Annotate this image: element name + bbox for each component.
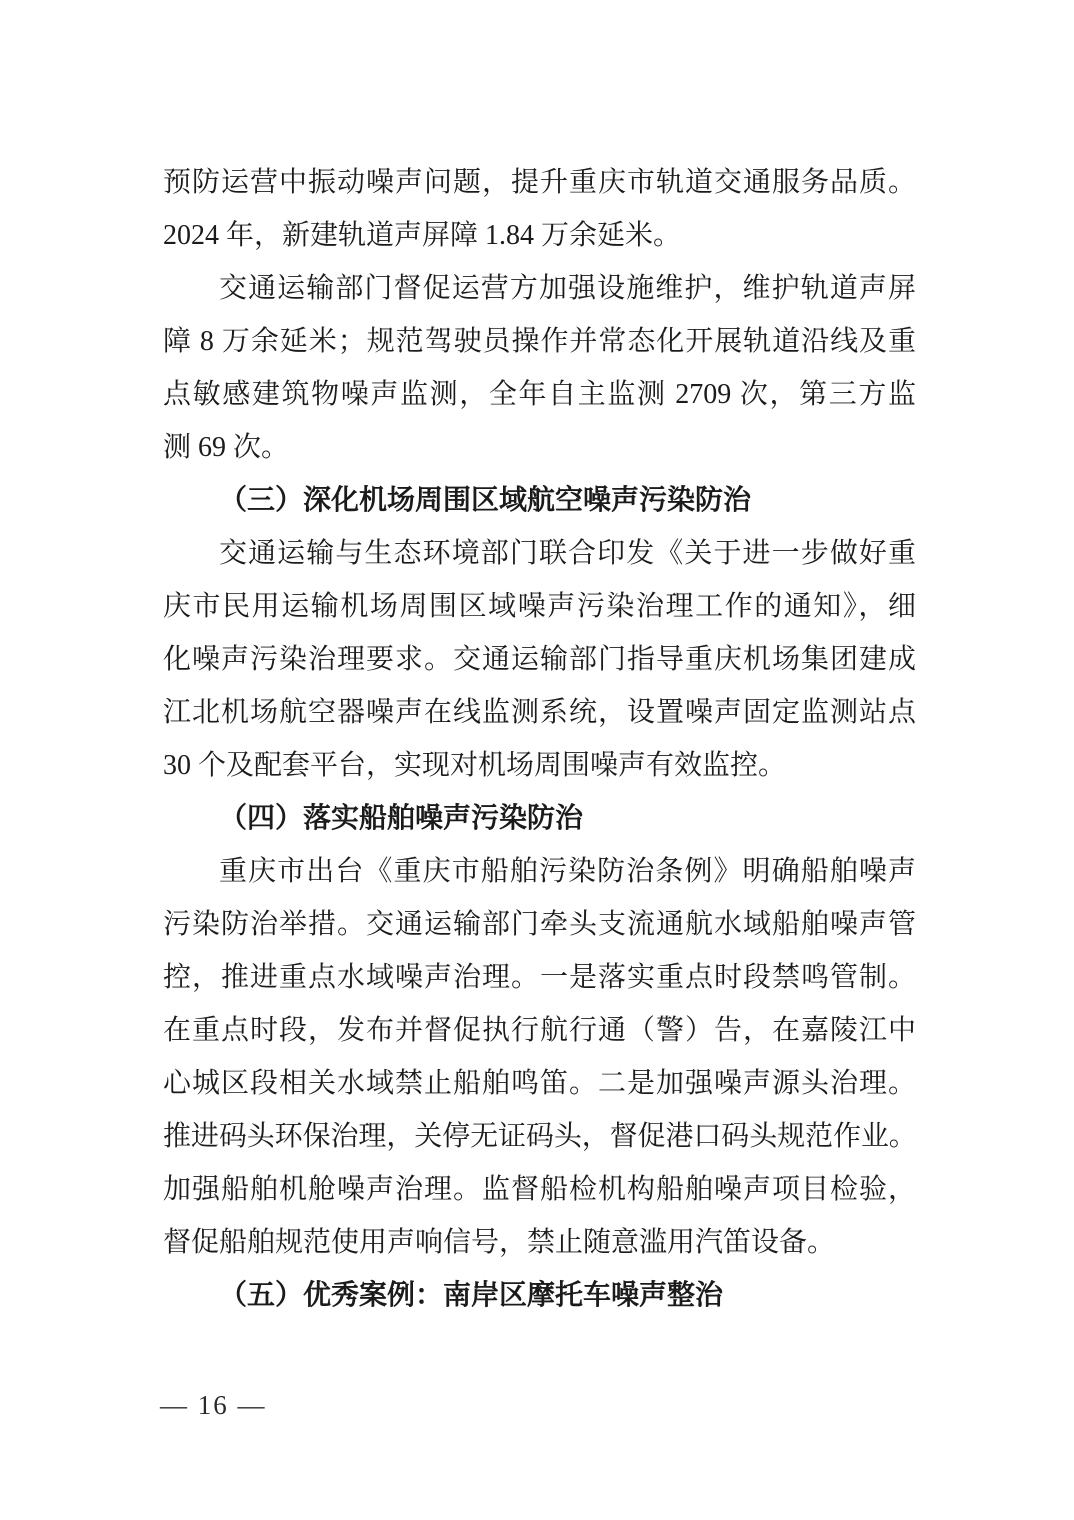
body-line: 重庆市出台《重庆市船舶污染防治条例》明确船舶噪声 (219, 856, 916, 887)
body-line: 督促船舶规范使用声响信号，禁止随意滥用汽笛设备。 (163, 1227, 836, 1258)
body-line: 30 个及配套平台，实现对机场周围噪声有效监控。 (163, 750, 787, 781)
body-line: 污染防治举措。交通运输部门牵头支流通航水域船舶噪声管 (163, 909, 916, 940)
body-line: 障 8 万余延米；规范驾驶员操作并常态化开展轨道沿线及重 (163, 326, 916, 357)
section-heading-4: （四）落实船舶噪声污染防治 (219, 803, 584, 834)
body-line: 交通运输部门督促运营方加强设施维护，维护轨道声屏 (219, 273, 916, 304)
body-line: 2024 年，新建轨道声屏障 1.84 万余延米。 (163, 220, 682, 251)
body-line: 加强船舶机舱噪声治理。监督船检机构船舶噪声项目检验， (163, 1174, 916, 1205)
body-line: 控，推进重点水域噪声治理。一是落实重点时段禁鸣管制。 (163, 962, 916, 993)
page-number: — 16 — (160, 1390, 267, 1420)
body-line: 在重点时段，发布并督促执行航行通（警）告，在嘉陵江中 (163, 1015, 916, 1046)
page-body (163, 156, 916, 1322)
section-heading-3: （三）深化机场周围区域航空噪声污染防治 (219, 485, 752, 516)
body-line: 推进码头环保治理，关停无证码头，督促港口码头规范作业。 (163, 1121, 916, 1152)
body-line: 预防运营中振动噪声问题，提升重庆市轨道交通服务品质。 (163, 167, 916, 198)
body-line: 化噪声污染治理要求。交通运输部门指导重庆机场集团建成 (163, 644, 916, 675)
body-line: 测 69 次。 (163, 432, 290, 463)
body-line: 心城区段相关水域禁止船舶鸣笛。二是加强噪声源头治理。 (163, 1068, 916, 1099)
body-line: 交通运输与生态环境部门联合印发《关于进一步做好重 (219, 538, 916, 569)
body-line: 点敏感建筑物噪声监测，全年自主监测 2709 次，第三方监 (163, 379, 916, 410)
body-line: 江北机场航空器噪声在线监测系统，设置噪声固定监测站点 (163, 697, 916, 728)
body-line: 庆市民用运输机场周围区域噪声污染治理工作的通知》，细 (163, 591, 916, 622)
section-heading-5: （五）优秀案例：南岸区摩托车噪声整治 (219, 1280, 724, 1311)
